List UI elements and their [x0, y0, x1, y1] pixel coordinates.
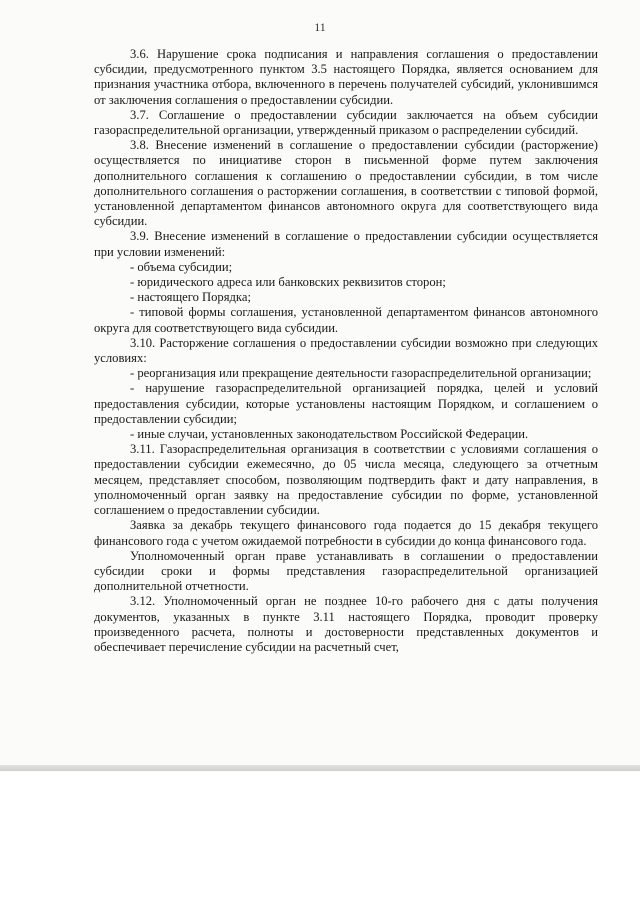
page-number: 11: [314, 20, 326, 34]
paragraph-3-12: 3.12. Уполномоченный орган не позднее 10-го рабочего дня с даты получения документов, указанных в пункте 3.11 настоящего Порядка, проводит проверку произведенного расчета, полноты и достоверности представленных документов и обеспечивает перечисление субсидии на расчетный счет,: [94, 594, 598, 654]
paragraph-3-11: 3.11. Газораспределительная организация в соответствии с условиями соглашения о предоставлении субсидии ежемесячно, до 05 числа месяца, следующего за отчетным месяцем, представляет способом, позволяющим подтвердить факт и дату направления, в уполномоченный орган заявку на предоставление субсидии по форме, установленной соглашением о предоставлении субсидии.: [94, 442, 598, 518]
list-item-this-procedure: - настоящего Порядка;: [130, 290, 251, 305]
list-item-other-cases: - иные случаи, установленных законодательством Российской Федерации.: [130, 427, 529, 442]
paragraph-3-10: 3.10. Расторжение соглашения о предоставлении субсидии возможно при следующих условиях:: [94, 335, 598, 366]
paragraph-3-7: 3.7. Соглашение о предоставлении субсидии заключается на объем субсидии газораспределительной организации, утвержденный приказом о распределении субсидий.: [94, 107, 598, 138]
paragraph-3-6: 3.6. Нарушение срока подписания и направления соглашения о предоставлении субсидии, предусмотренного пунктом 3.5 настоящего Порядка, является основанием для признания участника отбора, включенного в перечень получателей субсидий, уклонившимся от заключения соглашения о предоставлении субсидии.: [94, 47, 598, 107]
paragraph-december-request: Заявка за декабрь текущего финансового года подается до 15 декабря текущего финансового года с учетом ожидаемой потребности в субсидии до конца финансового года.: [94, 518, 598, 548]
paragraph-authorized-body: Уполномоченный орган праве устанавливать в соглашении о предоставлении субсидии сроки и формы представления газораспределительной организацией дополнительной отчетности.: [94, 548, 598, 594]
list-item-standard-form: - типовой формы соглашения, установленной департаментом финансов автономного округа для соответствующего вида субсидии.: [94, 305, 598, 335]
document-body: [94, 47, 598, 655]
list-item-reorganization: - реорганизация или прекращение деятельности газораспределительной организации;: [130, 366, 592, 381]
paragraph-3-8: 3.8. Внесение изменений в соглашение о предоставлении субсидии (расторжение) осуществляется по инициативе сторон в письменной форме путем заключения дополнительного соглашения к соглашению о предоставлении субсидии, в том числе дополнительного соглашения о расторжении соглашения, в соответствии с типовой формой, установленной департаментом финансов автономного округа для соответствующего вида субсидии.: [94, 138, 598, 229]
list-item-violation: - нарушение газораспределительной организацией порядка, целей и условий предоставления субсидии, которые установлены настоящим Порядком, и соглашением о предоставлении субсидии;: [94, 381, 598, 426]
list-item-legal-address: - юридического адреса или банковских реквизитов сторон;: [130, 275, 446, 290]
paragraph-3-9: 3.9. Внесение изменений в соглашение о предоставлении субсидии осуществляется при условии изменений:: [94, 229, 598, 259]
list-item-subsidy-volume: - объема субсидии;: [130, 259, 233, 274]
scan-bottom-edge: [0, 765, 640, 771]
